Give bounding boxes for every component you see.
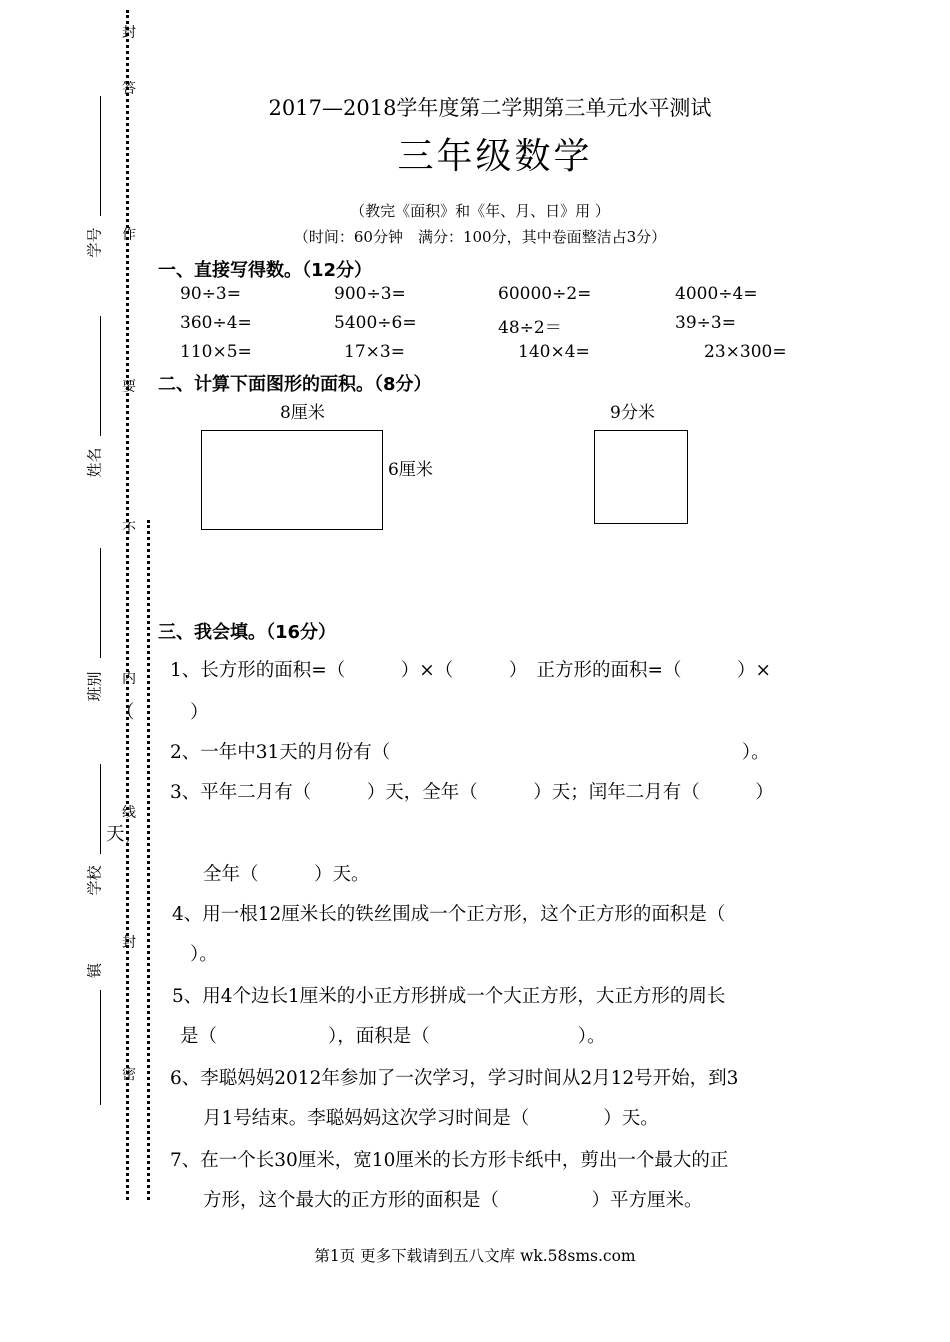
margin-char-6: 内: [122, 671, 136, 687]
margin-char-4: 要: [122, 379, 136, 395]
margin-char-9: 密: [122, 1067, 136, 1083]
calc-2-4: 39÷3=: [675, 313, 736, 333]
question-6-line1: 6、李聪妈妈2012年参加了一次学习，学习时间从2月12号开始，到3: [170, 1068, 739, 1089]
question-3-line2a: 天，: [106, 824, 144, 845]
calc-3-4: 23×300=: [704, 342, 787, 362]
rect-length-label: 8厘米: [280, 403, 325, 423]
question-4-line1: 4、用一根12厘米长的铁丝围成一个正方形，这个正方形的面积是（: [172, 904, 726, 925]
question-1-line1: 1、长方形的面积=（ ）×（ ） 正方形的面积=（ ）×: [170, 660, 772, 681]
square-figure: [594, 430, 688, 524]
question-7-line2: 方形，这个最大的正方形的面积是（ ）平方厘米。: [203, 1190, 703, 1211]
question-3-line1: 3、平年二月有（ ）天，全年（ ）天；闰年二月有（ ）: [170, 782, 774, 803]
margin-char-1: 封: [122, 25, 136, 41]
field-line-school: [100, 764, 101, 854]
calc-1-3: 60000÷2=: [498, 284, 592, 304]
calc-3-2: 17×3=: [344, 342, 405, 362]
field-line-town: [100, 990, 101, 1105]
rectangle-figure: [201, 430, 383, 530]
binding-dotted-line-inner: [147, 520, 150, 1200]
calc-1-4: 4000÷4=: [675, 284, 758, 304]
question-4-line2: ）。: [190, 944, 218, 965]
binding-dotted-line-outer: [126, 10, 129, 1200]
calc-3-1: 110×5=: [180, 342, 252, 362]
field-label-name: 姓名: [85, 447, 104, 478]
edition-note: （教完《面积》和《年、月、日》用 ）: [350, 202, 610, 220]
field-label-school: 学校: [85, 865, 104, 896]
field-label-town: 镇: [85, 963, 104, 979]
margin-char-8: 封: [122, 935, 136, 951]
calc-3-3: 140×4=: [518, 342, 590, 362]
section3-heading: 三、我会填。（16分）: [158, 622, 337, 643]
margin-char-2: 答: [122, 81, 136, 97]
question-5-line1: 5、用4个边长1厘米的小正方形拼成一个大正方形，大正方形的周长: [172, 986, 726, 1007]
page-footer: 第1页 更多下载请到五八文库 wk.58sms.com: [314, 1247, 636, 1265]
question-6-line2: 月1号结束。李聪妈妈这次学习时间是（ ）天。: [203, 1108, 659, 1129]
section1-heading: 一、直接写得数。（12分）: [158, 260, 373, 281]
subject-title: 三年级数学: [397, 136, 593, 177]
calc-1-1: 90÷3=: [180, 284, 241, 304]
question-1-line2: （ ）: [116, 702, 209, 723]
question-3-line2b: 全年（ ）天。: [203, 864, 370, 885]
field-line-class: [100, 548, 101, 658]
calc-2-2: 5400÷6=: [334, 313, 417, 333]
margin-char-5: 不: [122, 521, 136, 537]
calc-1-2: 900÷3=: [334, 284, 406, 304]
margin-char-7: 线: [122, 805, 136, 821]
exam-title: 2017—2018学年度第二学期第三单元水平测试: [268, 96, 712, 120]
margin-char-3: 作: [122, 227, 136, 243]
square-side-label: 9分米: [610, 403, 655, 423]
time-info: （时间：60分钟 满分：100分，其中卷面整洁占3分）: [293, 228, 667, 246]
section2-heading: 二、计算下面图形的面积。（8分）: [158, 374, 432, 395]
question-2: 2、一年中31天的月份有（ ）。: [170, 742, 770, 763]
calc-2-3: 48÷2＝: [498, 318, 562, 338]
field-label-class: 班别: [85, 671, 104, 702]
question-5-line2: 是（ ），面积是（ ）。: [180, 1026, 606, 1047]
field-line-name: [100, 316, 101, 436]
field-label-student-id: 学号: [85, 227, 104, 258]
question-7-line1: 7、在一个长30厘米，宽10厘米的长方形卡纸中，剪出一个最大的正: [170, 1150, 729, 1171]
rect-width-label: 6厘米: [388, 460, 433, 480]
calc-2-1: 360÷4=: [180, 313, 252, 333]
